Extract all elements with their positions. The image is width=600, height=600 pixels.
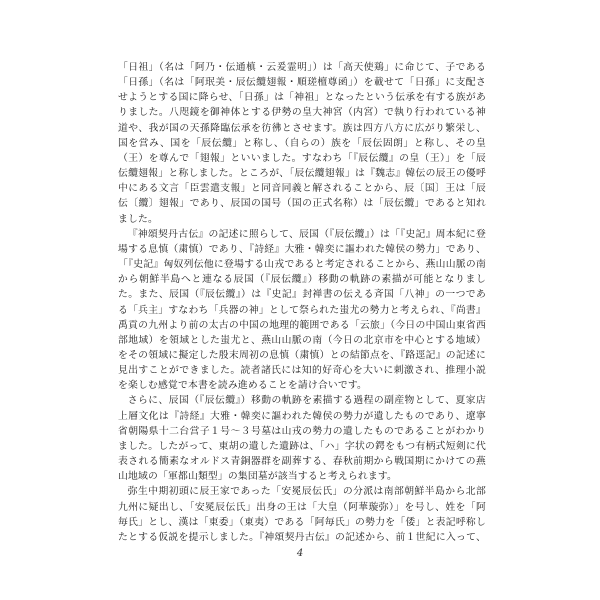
page-number: 4 (296, 548, 304, 559)
paragraph-3: さらに、辰国（『辰伝纜』）移動の軌跡を素描する過程の副産物として、夏家店上層文化は『詩経』大雅・韓奕に謳われた韓侯の勢力が遺したものであり、遼寧省朝陽県十二台営子１号～３号墓は山戎の勢力の遺したものであることがわかりました。したがって、東胡の遺した遺跡は、「ハ」字状の鍔をもつ有柄式短剣に代表される簡素なオルドス青銅器群を副葬する、春秋前期から戦国期にかけての燕山地域の「軍都山類型」の集団墓が該当すると考えられます。 (118, 395, 486, 483)
paragraph-1: 「日祖」（名は「阿乃・伝通槙・云爰霊明」）は「高天使鶏」に命じて、子である「日孫」（名は「阿珉美・辰伝纜翅報・順瑳檀尊函」）を載せて「日孫」に支配させようとする国に降らせ、「日孫」は「神祖」となったという伝承を有する族がありました。八咫鏡を御神体とする伊勢の皇大神宮（内宮）で執り行われている神道や、我が国の天孫降臨伝承を彷彿とさせます。族は四方八方に広がり繁栄し、国を営み、国を「辰伝纜」と称し、（自らの）族を「辰伝固朗」と称し、その皇（王）を尊んで「翅報」といいました。すなわち「『辰伝纜』の皇（王）」を「辰伝纜翅報」と称しました。ところが、「辰伝纜翅報」は『魏志』韓伝の辰王の優呼中にある文言「臣雲遣支報」と同音同義と解されることから、辰〔国〕王は「辰伝〔纜〕翅報」であり、辰国の国号（国の正式名称）は「辰伝纜」であると知れました。 (118, 62, 486, 225)
paragraph-2: 『神頌契丹古伝』の記述に照らして、辰国（『辰伝纜』）は「『史記』周本紀に登場する息慎（粛慎）であり、『詩経』大雅・韓奕に謳われた韓侯の勢力」であり、「『史記』匈奴列伝他に登場する山戎であると考定されることから、燕山山脈の南から朝鮮半島へと連なる辰国（『辰伝纜』）移動の軌跡の素描が可能となりました。また、辰国（『辰伝纜』）は『史記』封禅書の伝える斉国「八神」の一つである「兵主」すなわち「兵器の神」として祭られた蚩尤の勢力と考えられ、『尚書』禹貢の九州より前の太古の中国の地理的範囲である「云旅」（今日の中国山東省西部地域）を領域とした蚩尤と、燕山山脈の南（今日の北京市を中心とする地域）をその領域に擬定した殷末周初の息慎（粛慎）との結節点を、『路逕記』の記述に見出すことができました。読者諸氏には知的好奇心を大いに刺激され、推理小説を楽しむ感覚で本書を読み進めることを請け合いです。 (118, 228, 486, 392)
body-text (118, 60, 486, 546)
paragraph-4: 弥生中期初頭に辰王家であった「安冕辰伝氏」の分派は南部朝鮮半島から北部九州に疑出し、「安冕辰伝氏」出身の王は「大皇（阿華璇弥）」を号し、姓を「阿毎氏」とし、漢は「東委」（東夷）である「阿毎氏」の勢力を「倭」と表記呼称したとする仮説を提示しました。『神頌契丹古伝』の記述から、前１世紀に入って、 (118, 486, 486, 543)
